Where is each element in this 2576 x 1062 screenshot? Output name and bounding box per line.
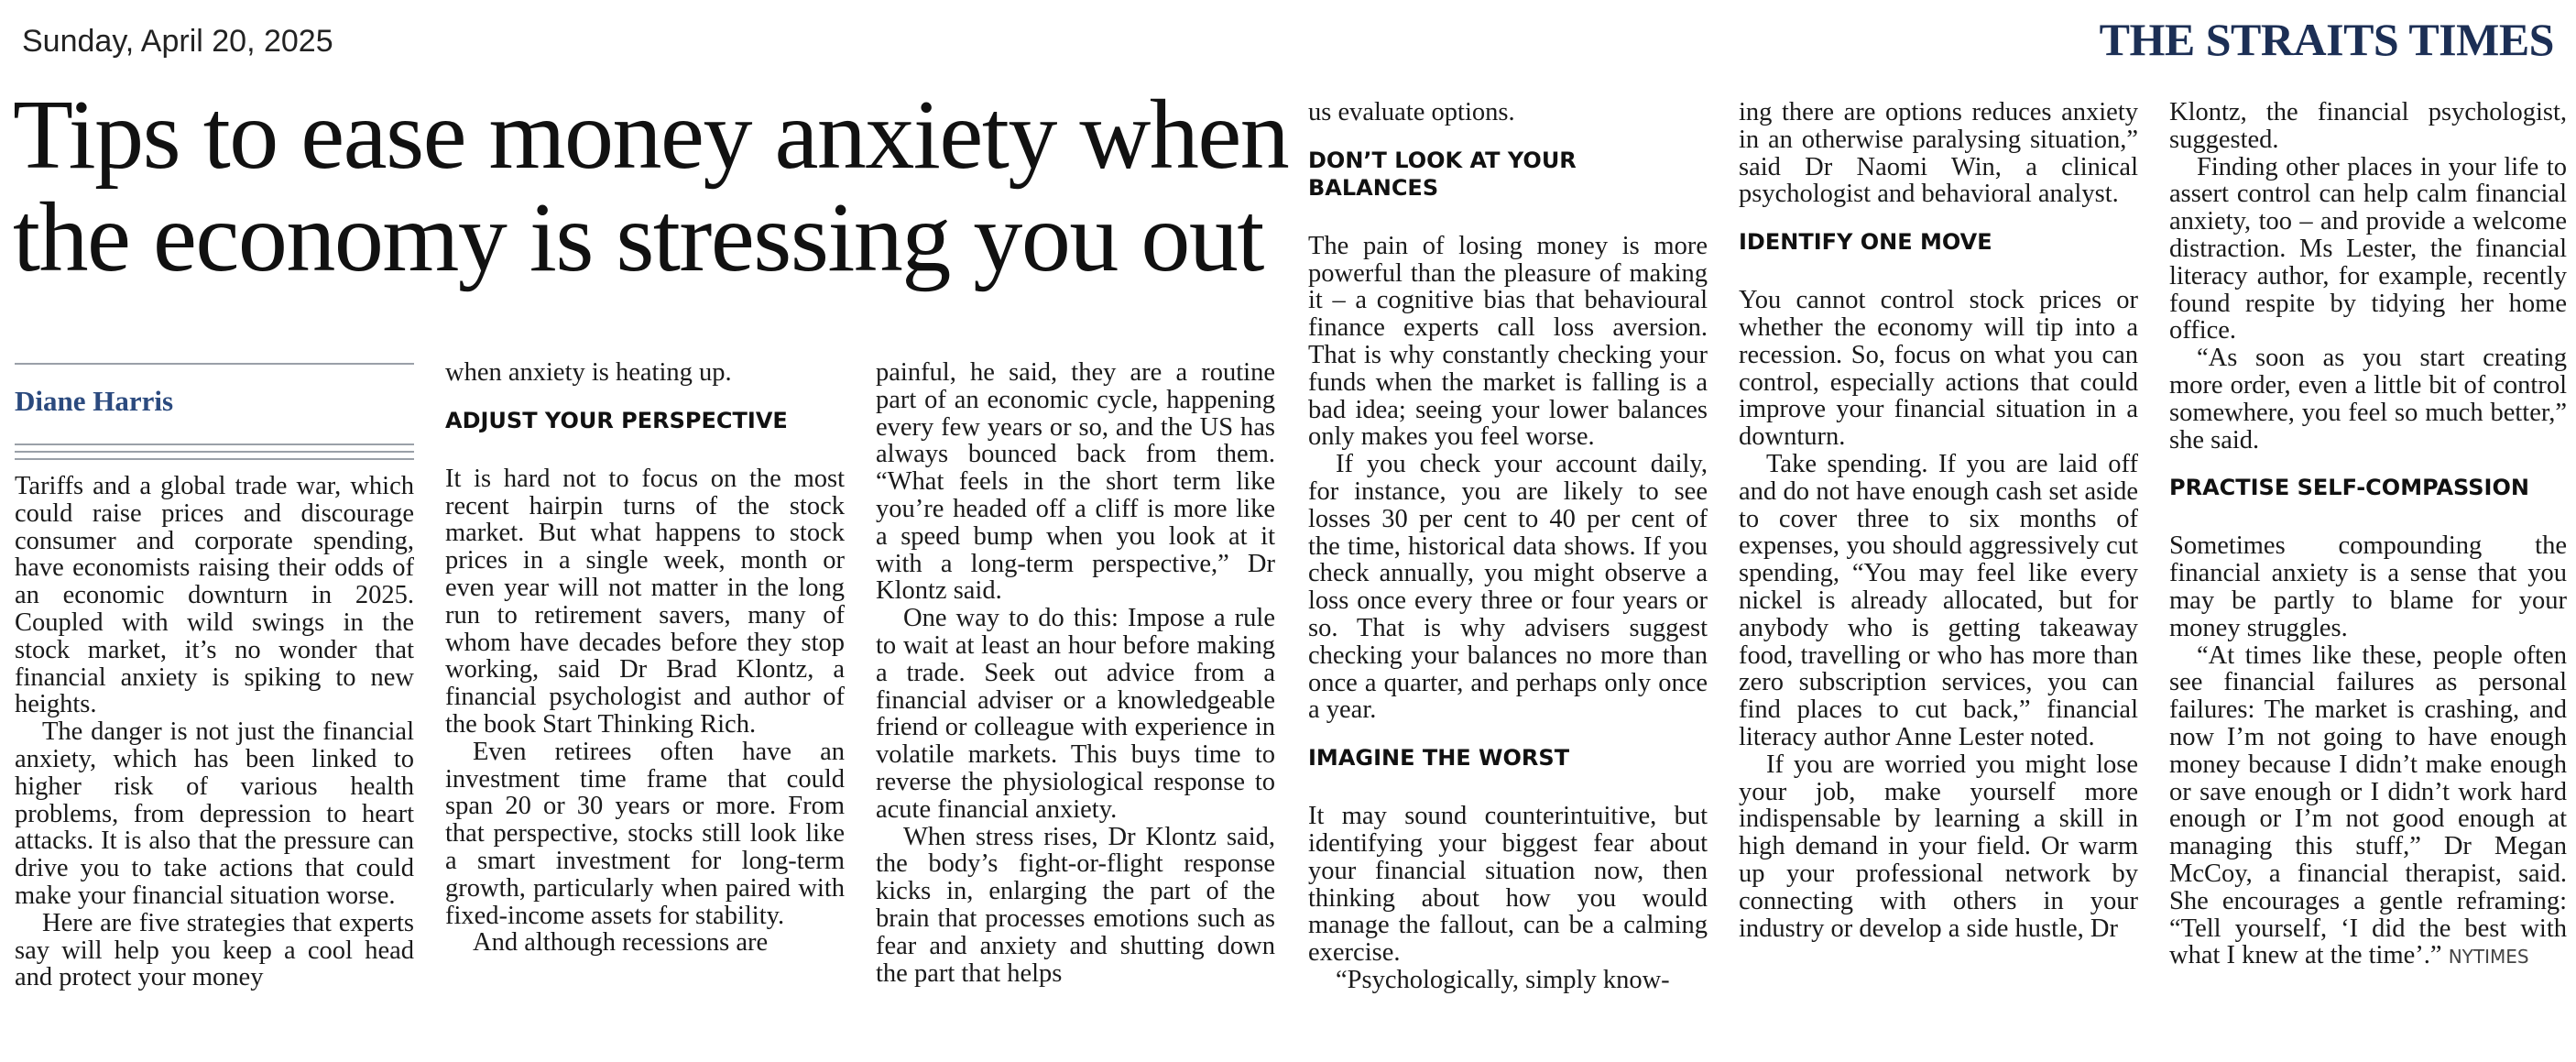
body-paragraph: Klontz, the financial psychologist, suggested. xyxy=(2169,98,2567,154)
section-heading-adjust-perspective: ADJUST YOUR PERSPECTIVE xyxy=(445,407,788,433)
body-paragraph: “As soon as you start creating more order, even a little bit of control somewhere, you feel so much better,” she said. xyxy=(2169,344,2567,454)
body-paragraph: One way to do this: Impose a rule to wait at least an hour before making a trade. Seek out advice from a financial adviser or a knowledgeable friend or colleague with experience in volatile markets. This buys time to reverse the physiological response to acute financial anxiety. xyxy=(876,604,1275,824)
byline-bottom-rule xyxy=(15,451,414,453)
byline-block xyxy=(15,363,414,460)
body-paragraph: It is hard not to focus on the most recent hairpin turns of the stock market. But what happens to stock prices in a single week, month or even year will not matter in the long run to retirement savers, many of whom have decades before they stop working, said Dr Brad Klontz, a financial psychologist and author of the book Start Thinking Rich. xyxy=(445,464,845,739)
masthead-logo: THE STRAITS TIMES xyxy=(2099,14,2554,65)
article-column-3 xyxy=(876,359,1275,987)
section-heading-imagine-worst: IMAGINE THE WORST xyxy=(1308,745,1570,772)
article-column-5 xyxy=(1739,99,2138,942)
body-paragraph: us evaluate options. xyxy=(1308,98,1515,126)
body-paragraph: “Psychologically, simply know- xyxy=(1336,965,1670,994)
body-paragraph: The pain of losing money is more powerful than the pleasure of making it – a cognitive bias that behavioural finance experts call loss aversion. That is why constantly checking your funds when the market is falling is a bad idea; seeing your lower balances only makes you feel worse. xyxy=(1308,231,1708,452)
body-paragraph: If you are worried you might lose your job, make yourself more indispensable by learning a skill in high demand in your field. Or warm up your professional network by connecting with others in your industry or develop a side hustle, Dr xyxy=(1739,750,2138,943)
top-bar xyxy=(0,0,2576,88)
body-paragraph: ing there are options reduces anxiety in an otherwise paralysing situation,” said Dr Naomi Win, a clinical psychologist and behavioral analyst. xyxy=(1739,98,2138,209)
article-headline: Tips to ease money anxiety when the economy is stressing you out xyxy=(13,81,1289,292)
source-credit: NYTIMES xyxy=(2448,946,2529,969)
body-paragraph: when anxiety is heating up. xyxy=(445,358,732,387)
author-byline: Diane Harris xyxy=(15,385,174,417)
body-paragraph: Tariffs and a global trade war, which could raise prices and discourage consumer and corporate spending, have economists raising their odds of an economic downturn in 2025. Coupled with wild swings in the stock market, it’s no wonder that financial anxiety is spiking to new heights. xyxy=(15,472,414,719)
article-column-4 xyxy=(1308,99,1708,994)
body-paragraph: Finding other places in your life to assert control can help calm financial anxiety, too – and provide a welcome distraction. Ms Lester, the financial literacy author, for example, recently found respite by tidying her home office. xyxy=(2169,152,2567,345)
publication-date: Sunday, April 20, 2025 xyxy=(22,24,333,59)
article-column-2 xyxy=(445,359,845,957)
byline-bottom-rule xyxy=(15,458,414,460)
body-paragraph: Here are five strategies that experts say will help you keep a cool head and protect your money xyxy=(15,908,414,992)
article-column-1 xyxy=(15,473,414,991)
body-paragraph: It may sound counterintuitive, but identifying your biggest fear about your financial situation now, then thinking about how you would manage the fallout, can be a calming exercise. xyxy=(1308,802,1708,968)
section-heading-self-compassion: PRACTISE SELF-COMPASSION xyxy=(2169,475,2529,501)
body-paragraph xyxy=(2169,642,2567,972)
body-paragraph: And although recessions are xyxy=(473,928,769,958)
article-column-6 xyxy=(2169,99,2567,971)
byline-bottom-rule xyxy=(15,443,414,445)
body-paragraph: You cannot control stock prices or whether the economy will tip into a recession. So, focus on what you can control, especially actions that could improve your financial situation in a downturn. xyxy=(1739,286,2138,452)
body-paragraph: Take spending. If you are laid off and do not have enough cash set aside to cover three to six months of expenses, you should aggressively cut spending, “You may feel like every nickel is already allocated, but for anybody who is getting takeaway food, travelling or who has more than zero subscription services, you can find places to cut back,” financial literacy author Anne Lester noted. xyxy=(1739,449,2138,751)
final-paragraph-text: “At times like these, people often see financial failures as personal failures: The market is crashing, and now I’m not going to have enough money because I didn’t make enough or save enough or I didn’t work hard enough or I’m not good enough at managing this stuff,” Dr Megan McCoy, a financial therapist, said. She encourages a gentle reframing: “Tell yourself, ‘I did the best with what I knew at the time’.” xyxy=(2169,640,2567,970)
body-paragraph: Sometimes compounding the financial anxiety is a sense that you may be partly to blame for your money struggles. xyxy=(2169,531,2567,642)
body-paragraph: painful, he said, they are a routine part of an economic cycle, happening every few years or so, and the US has always bounced back from them. “What feels in the short term like you’re headed off a cliff is more like a speed bump when you look at it with a long-term perspective,” Dr Klontz said. xyxy=(876,358,1275,606)
section-heading-dont-look: DON’T LOOK AT YOUR BALANCES xyxy=(1308,147,1577,201)
body-paragraph: Even retirees often have an investment time frame that could span 20 or 30 years or more. From that perspective, stocks still look like a smart investment for long-term growth, particularly when paired with fixed-income assets for stability. xyxy=(445,737,845,930)
body-paragraph: The danger is not just the financial anxiety, which has been linked to higher risk of various health problems, from depression to heart attacks. It is also that the pressure can drive you to take actions that could make your financial situation worse. xyxy=(15,717,414,910)
section-heading-identify-move: IDENTIFY ONE MOVE xyxy=(1739,229,1992,256)
body-paragraph: If you check your account daily, for instance, you are likely to see losses 30 per cent to 40 per cent of the time, historical data shows. If you check annually, you might observe a loss once every three or four years or so. That is why advisers suggest checking your balances no more than once a quarter, and perhaps only once a year. xyxy=(1308,450,1708,725)
byline-top-rule xyxy=(15,363,414,365)
body-paragraph: When stress rises, Dr Klontz said, the body’s fight-or-flight response kicks in, enlarging the part of the brain that processes emotions such as fear and anxiety and shutting down the part that helps xyxy=(876,822,1275,988)
